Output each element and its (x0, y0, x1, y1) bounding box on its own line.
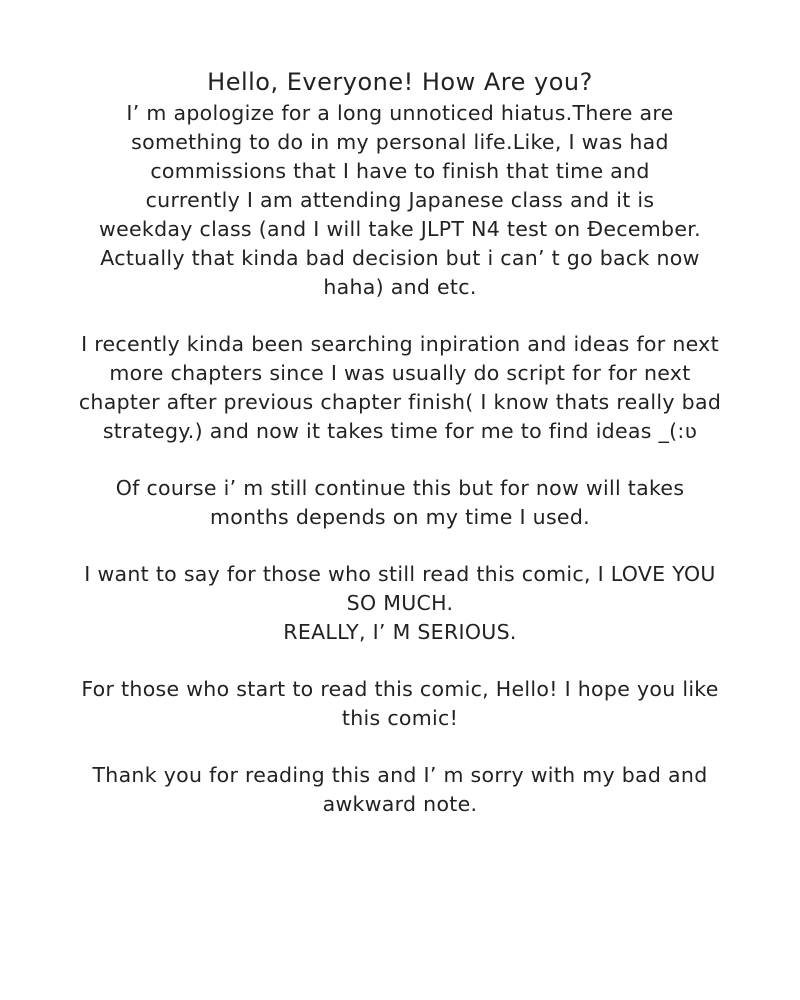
text-line: months depends on my time I used. (210, 505, 590, 529)
text-line: currently I am attending Japanese class and it is (145, 188, 655, 212)
text-line: Actually that kinda bad decision but i can’ t go back now (100, 246, 700, 270)
text-line: I’ m apologize for a long unnoticed hiatus.There are (126, 101, 674, 125)
author-note (45, 66, 755, 847)
paragraph-new-readers (45, 675, 755, 733)
text-line: chapter after previous chapter finish( I know thats really bad (78, 390, 722, 414)
note-title: Hello, Everyone! How Are you? (207, 68, 593, 96)
text-line: more chapters since I was usually do script for for next (109, 361, 691, 385)
paragraph-inspiration (45, 330, 755, 446)
text-line: For those who start to read this comic, Hello! I hope you like (81, 677, 719, 701)
paragraph-closing (45, 761, 755, 819)
text-line: Of course i’ m still continue this but for now will takes (115, 476, 685, 500)
paragraph-thanks-readers (45, 560, 755, 647)
text-line: commissions that I have to finish that time and (150, 159, 650, 183)
text-line: SO MUCH. (346, 591, 454, 615)
paragraph-hiatus-apology (45, 99, 755, 302)
paragraph-continue (45, 474, 755, 532)
text-line: something to do in my personal life.Like, I was had (131, 130, 669, 154)
text-line: this comic! (341, 706, 459, 730)
text-line: REALLY, I’ M SERIOUS. (283, 620, 517, 644)
text-line: awkward note. (322, 792, 478, 816)
text-line: weekday class (and I will take JLPT N4 test on Đecember. (99, 217, 701, 241)
text-line: I recently kinda been searching inpiration and ideas for next (81, 332, 719, 356)
text-line: haha) and etc. (323, 275, 477, 299)
text-line: I want to say for those who still read this comic, I LOVE YOU (84, 562, 716, 586)
text-line: Thank you for reading this and I’ m sorry with my bad and (92, 763, 708, 787)
text-line: strategy.) and now it takes time for me to find ideas _(:ʋ (102, 419, 698, 443)
